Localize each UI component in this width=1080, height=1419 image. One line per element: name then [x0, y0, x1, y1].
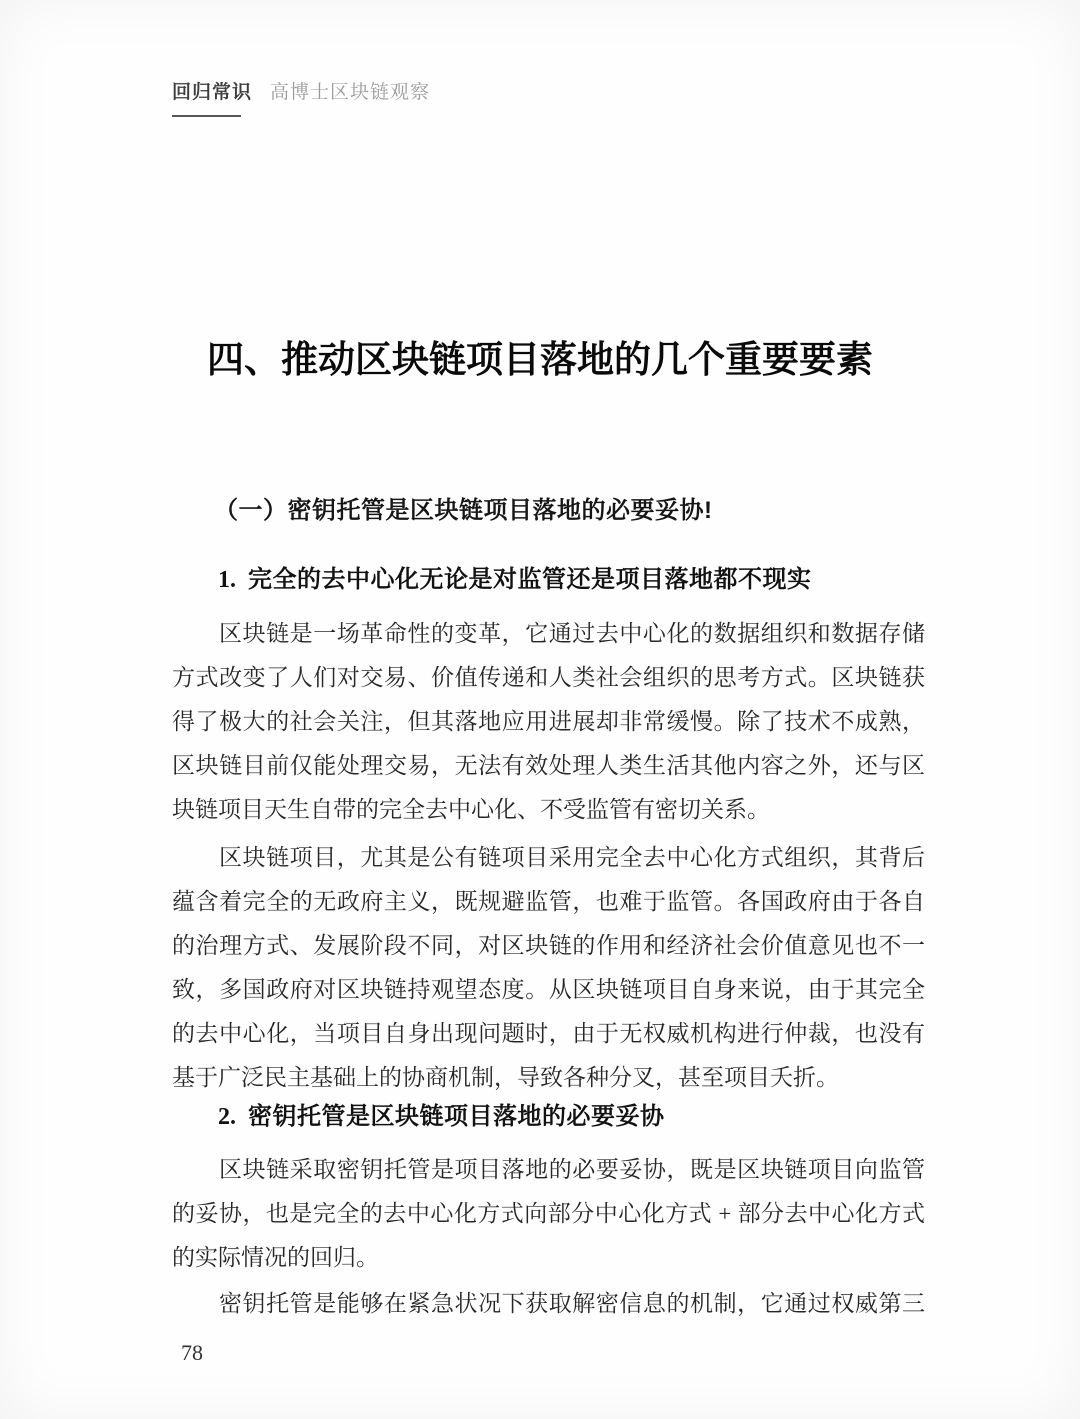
paragraph-1-line: 区块链目前仅能处理交易，无法有效处理人类生活其他内容之外，还与区 — [172, 753, 925, 778]
subsection-2-title: 密钥托管是区块链项目落地的必要妥协 — [248, 1103, 665, 1130]
subsection-heading-1 — [218, 564, 812, 596]
paragraph-2-line: 的治理方式、发展阶段不同，对区块链的作用和经济社会价值意见也不一 — [172, 933, 925, 958]
paragraph-2 — [172, 836, 925, 1100]
brand-label: 回归常识 — [172, 82, 253, 103]
paragraph-4 — [172, 1282, 925, 1326]
section-heading: （一）密钥托管是区块链项目落地的必要妥协! — [214, 497, 713, 524]
paragraph-2-line: 致，多国政府对区块链持观望态度。从区块链项目自身来说，由于其完全 — [172, 977, 925, 1002]
subsection-1-title: 完全的去中心化无论是对监管还是项目落地都不现实 — [248, 566, 812, 593]
chapter-title: 四、推动区块链项目落地的几个重要要素 — [207, 340, 873, 381]
subsection-1-number: 1. — [218, 567, 236, 593]
paragraph-2-line: 蕴含着完全的无政府主义，既规避监管，也难于监管。各国政府由于各自 — [172, 889, 925, 914]
paragraph-2-line: 区块链项目，尤其是公有链项目采用完全去中心化方式组织，其背后 — [219, 845, 925, 870]
paragraph-1-line: 方式改变了人们对交易、价值传递和人类社会组织的思考方式。区块链获 — [172, 665, 925, 690]
paragraph-1-line: 得了极大的社会关注，但其落地应用进展却非常缓慢。除了技术不成熟， — [172, 709, 925, 734]
paragraph-3-line: 的妥协，也是完全的去中心化方式向部分中心化方式 + 部分去中心化方式 — [172, 1201, 925, 1226]
paragraph-1-line: 区块链是一场革命性的变革，它通过去中心化的数据组织和数据存储 — [219, 621, 925, 646]
paragraph-2-line: 基于广泛民主基础上的协商机制，导致各种分叉，甚至项目夭折。 — [172, 1065, 839, 1090]
paragraph-4-line: 密钥托管是能够在紧急状况下获取解密信息的机制，它通过权威第三 — [219, 1291, 925, 1316]
running-header — [172, 80, 430, 106]
brand-underline — [172, 115, 241, 117]
subsection-heading-2 — [218, 1101, 665, 1133]
paragraph-3-line: 的实际情况的回归。 — [172, 1245, 379, 1270]
paragraph-1 — [172, 612, 925, 832]
page-number: 78 — [181, 1340, 203, 1365]
paragraph-3 — [172, 1148, 925, 1280]
paragraph-2-line: 的去中心化，当项目自身出现问题时，由于无权威机构进行仲裁，也没有 — [172, 1021, 925, 1046]
header-subtitle: 高博士区块链观察 — [270, 82, 431, 103]
subsection-2-number: 2. — [218, 1104, 236, 1130]
paragraph-3-line: 区块链采取密钥托管是项目落地的必要妥协，既是区块链项目向监管 — [219, 1157, 925, 1182]
paragraph-1-line: 块链项目天生自带的完全去中心化、不受监管有密切关系。 — [172, 797, 770, 822]
